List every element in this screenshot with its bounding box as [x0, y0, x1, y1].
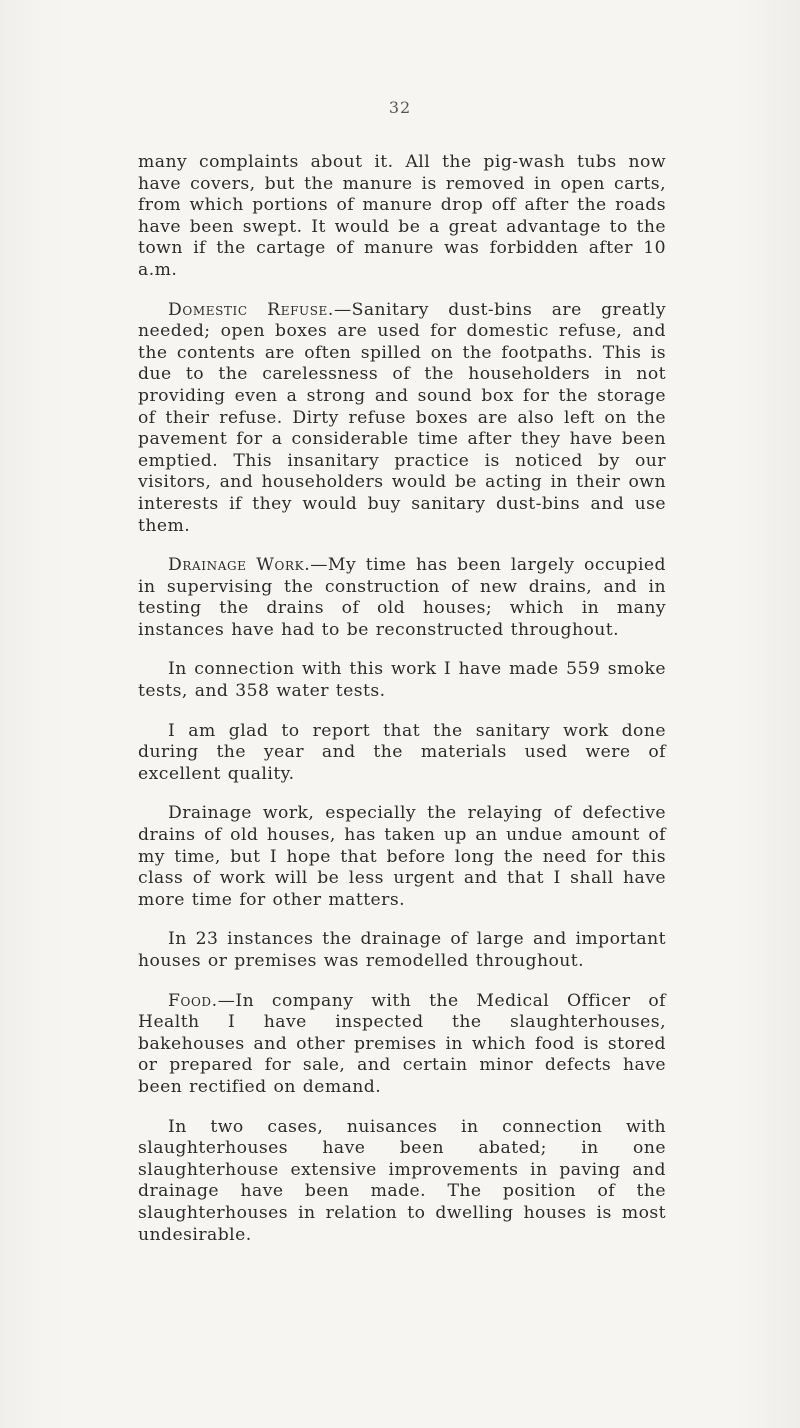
paragraph-text: many complaints about it. All the pig-wash tubs now have covers, but the manure is removed in open carts, from which portions of manure drop off after the roads have been swept. It would be a great advantage to the town if the cartage of manure was forbidden after 10 a.m. — [138, 152, 666, 280]
paragraph-remodelled-drainage — [138, 929, 666, 972]
paragraph-manure-cartage — [138, 152, 666, 282]
paragraph-text: In connection with this work I have made 559 smoke tests, and 358 water tests. — [138, 659, 666, 702]
paragraph-slaughterhouses — [138, 1117, 666, 1247]
paragraph-text: Drainage work, especially the relaying of defective drains of old houses, has taken up an undue amount of my time, but I hope that before long the need for this class of work will be less urgent and that I shall have more time for other matters. — [138, 803, 666, 910]
paragraph-text: In 23 instances the drainage of large and important houses or premises was remodelled throughout. — [138, 929, 666, 971]
paragraph-tests — [138, 659, 666, 702]
paragraph-text: —My time has been largely occupied in supervising the construction of new drains, and in testing the drains of old houses; which in many instances have had to be reconstructed throughout. — [138, 555, 666, 640]
section-heading-food: Food. — [168, 990, 218, 1011]
paragraph-domestic-refuse — [138, 300, 666, 538]
section-heading-domestic-refuse: Domestic Refuse. — [168, 299, 334, 320]
page-number: 32 — [388, 98, 412, 117]
paragraph-text: I am glad to report that the sanitary work done during the year and the materials used were of excellent quality. — [138, 720, 666, 784]
paragraph-text: In two cases, nuisances in connection with slaughterhouses have been abated; in one slaughterhouse extensive improvements in paving and drainage have been made. The position of the slaughterhouses in relation to dwelling houses is most undesirable. — [138, 1116, 666, 1245]
paragraph-drainage-work — [138, 555, 666, 641]
paragraph-food — [138, 991, 666, 1099]
paragraph-text: —In company with the Medical Officer of Health I have inspected the slaughterhouses, bakehouses and other premises in which food is stored or prepared for sale, and certain minor defects have been rectified on demand. — [138, 990, 666, 1097]
paragraph-work-quality — [138, 721, 666, 786]
section-heading-drainage-work: Drainage Work. — [168, 555, 311, 576]
report-body — [138, 152, 666, 1264]
paragraph-text: —Sanitary dust-bins are greatly needed; open boxes are used for domestic refuse, and the contents are often spilled on the footpaths. This is due to the carelessness of the householders in not providing even a strong and sound box for the storage of their refuse. Dirty refuse boxes are also left on the pavement for a considerable time after they have been emptied. This insanitary practice is noticed by our visitors, and householders would be acting in their own interests if they would buy sanitary dust-bins and use them. — [138, 299, 666, 536]
paragraph-relaying-drains — [138, 803, 666, 911]
